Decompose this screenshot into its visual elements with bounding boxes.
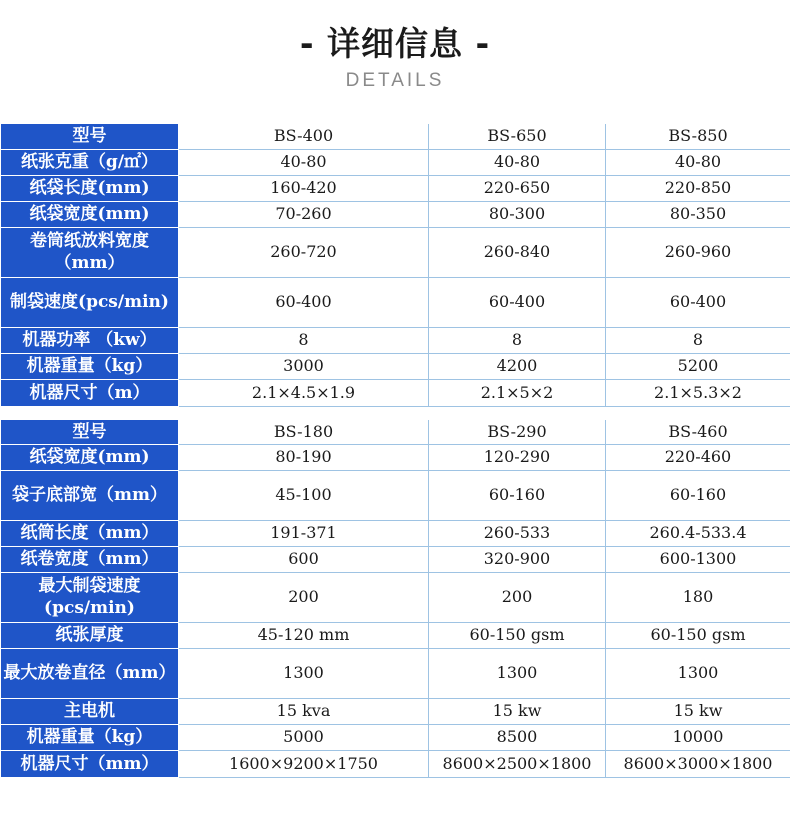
table-row — [1, 648, 790, 698]
table-cell: 1600×9200×1750 — [179, 750, 429, 777]
table-cell: 3000 — [179, 353, 429, 379]
row-label: 袋子底部宽（mm） — [1, 470, 179, 520]
table-row — [1, 444, 790, 470]
table-cell: BS-460 — [606, 420, 790, 444]
table-cell: 40-80 — [179, 149, 429, 175]
row-label: 机器尺寸（mm） — [1, 750, 179, 777]
table-cell: 8500 — [429, 724, 606, 750]
table-row — [1, 724, 790, 750]
table-cell: 1300 — [606, 648, 790, 698]
table-cell: 15 kva — [179, 698, 429, 724]
table-row — [1, 470, 790, 520]
table-cell: 40-80 — [606, 149, 790, 175]
table-cell: 60-160 — [429, 470, 606, 520]
table-cell: 45-100 — [179, 470, 429, 520]
table-cell: 260-533 — [429, 520, 606, 546]
table-cell: 45-120 mm — [179, 622, 429, 648]
table-row — [1, 353, 790, 379]
table-cell: 8600×3000×1800 — [606, 750, 790, 777]
table-cell: 60-400 — [179, 277, 429, 327]
row-label: 型号 — [1, 420, 179, 444]
page-header — [0, 0, 790, 110]
table-cell: 60-400 — [429, 277, 606, 327]
table-cell: 220-460 — [606, 444, 790, 470]
row-label: 纸袋宽度(mm) — [1, 444, 179, 470]
spec-table-1 — [0, 124, 790, 407]
row-label: 最大放卷直径（mm） — [1, 648, 179, 698]
table-row — [1, 149, 790, 175]
row-label: 机器重量（kg） — [1, 724, 179, 750]
table-row — [1, 379, 790, 406]
table-cell: 2.1×5×2 — [429, 379, 606, 406]
table-cell: 260.4-533.4 — [606, 520, 790, 546]
table-cell: 1300 — [429, 648, 606, 698]
table-row — [1, 124, 790, 149]
table-row — [1, 546, 790, 572]
table-cell: 8 — [429, 327, 606, 353]
table-cell: 8 — [606, 327, 790, 353]
table-cell: BS-180 — [179, 420, 429, 444]
table-cell: 5200 — [606, 353, 790, 379]
table-row — [1, 227, 790, 277]
row-label: 纸袋宽度(mm) — [1, 201, 179, 227]
table-cell: BS-290 — [429, 420, 606, 444]
table-cell: 80-350 — [606, 201, 790, 227]
table-row — [1, 327, 790, 353]
table-cell: 80-300 — [429, 201, 606, 227]
row-label: 纸筒长度（mm） — [1, 520, 179, 546]
page-title: - 详细信息 - — [299, 24, 491, 63]
row-label: 纸张克重（g/㎡） — [1, 149, 179, 175]
table-row — [1, 622, 790, 648]
table-row — [1, 201, 790, 227]
page-subtitle: DETAILS — [345, 70, 445, 91]
table-cell: 60-150 gsm — [429, 622, 606, 648]
table-cell: 60-160 — [606, 470, 790, 520]
table-cell: 200 — [429, 572, 606, 622]
table-cell: 70-260 — [179, 201, 429, 227]
table-cell: 2.1×4.5×1.9 — [179, 379, 429, 406]
table-cell: 40-80 — [429, 149, 606, 175]
table-cell: 10000 — [606, 724, 790, 750]
table-cell: 15 kw — [606, 698, 790, 724]
table-cell: 15 kw — [429, 698, 606, 724]
table-cell: 120-290 — [429, 444, 606, 470]
table-cell: 260-960 — [606, 227, 790, 277]
table-cell: BS-400 — [179, 124, 429, 149]
table-row — [1, 420, 790, 444]
table-cell: 220-650 — [429, 175, 606, 201]
table-cell: BS-650 — [429, 124, 606, 149]
row-label: 纸袋长度(mm) — [1, 175, 179, 201]
table-cell: 260-720 — [179, 227, 429, 277]
table-row — [1, 175, 790, 201]
table-cell: 600-1300 — [606, 546, 790, 572]
table-cell: 60-400 — [606, 277, 790, 327]
table-cell: 320-900 — [429, 546, 606, 572]
spec-table-2 — [0, 420, 790, 778]
row-label: 制袋速度(pcs/min) — [1, 277, 179, 327]
table-cell: 4200 — [429, 353, 606, 379]
table-cell: 60-150 gsm — [606, 622, 790, 648]
table-cell: 260-840 — [429, 227, 606, 277]
row-label: 最大制袋速度(pcs/min) — [1, 572, 179, 622]
row-label: 纸卷宽度（mm） — [1, 546, 179, 572]
table-cell: 80-190 — [179, 444, 429, 470]
row-label: 主电机 — [1, 698, 179, 724]
table-cell: 600 — [179, 546, 429, 572]
table-row — [1, 520, 790, 546]
table-cell: 5000 — [179, 724, 429, 750]
table-row — [1, 572, 790, 622]
table-cell: 180 — [606, 572, 790, 622]
row-label: 机器重量（kg） — [1, 353, 179, 379]
table-cell: 220-850 — [606, 175, 790, 201]
table-row — [1, 277, 790, 327]
table-cell: 200 — [179, 572, 429, 622]
table-row — [1, 750, 790, 777]
row-label: 型号 — [1, 124, 179, 149]
row-label: 纸张厚度 — [1, 622, 179, 648]
table-cell: 191-371 — [179, 520, 429, 546]
table-cell: BS-850 — [606, 124, 790, 149]
table-cell: 8 — [179, 327, 429, 353]
table-cell: 8600×2500×1800 — [429, 750, 606, 777]
row-label: 卷筒纸放料宽度（mm） — [1, 227, 179, 277]
table-cell: 160-420 — [179, 175, 429, 201]
table-row — [1, 698, 790, 724]
table-cell: 1300 — [179, 648, 429, 698]
table-cell: 2.1×5.3×2 — [606, 379, 790, 406]
row-label: 机器功率 （kw） — [1, 327, 179, 353]
row-label: 机器尺寸（m） — [1, 379, 179, 406]
